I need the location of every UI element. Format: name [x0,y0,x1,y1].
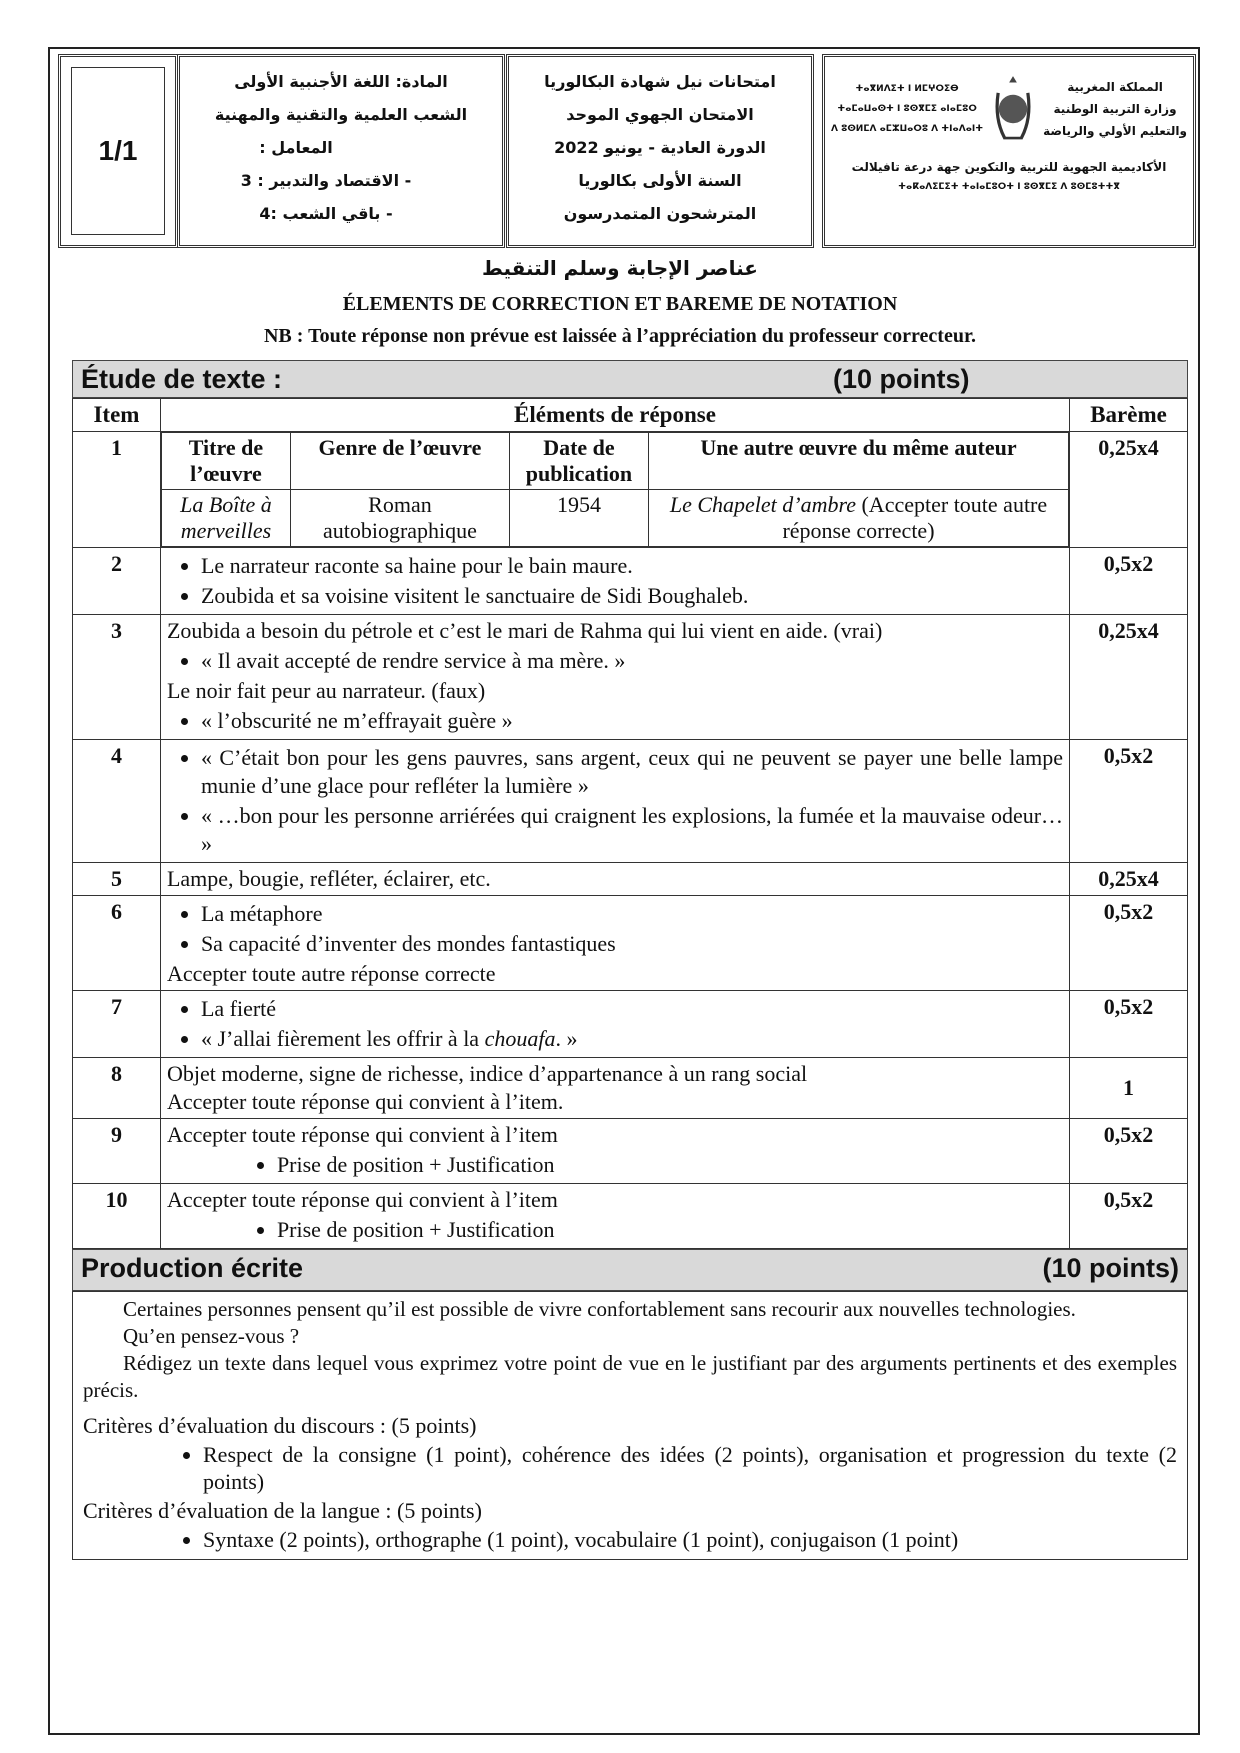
item-number: 10 [73,1184,161,1249]
item-number: 3 [73,615,161,740]
bareme-value: 0,5x2 [1070,548,1188,615]
other-work-value: Le Chapelet d’ambre (Accepter toute autre réponse correcte) [648,490,1068,547]
coat-of-arms-icon [993,69,1033,149]
answer-cell: • La fierté • « J’allai fièrement les offrir à la chouafa. » [160,991,1069,1058]
table-row [73,1184,1188,1249]
answer-cell: Zoubida a besoin du pétrole et c’est le mari de Rahma qui lui vient en aide. (vrai) • « Il avait accepté de rendre service à ma mère. » Le noir fait peur au narrateur. (faux) • « l’obscurité ne m’effrayait guère » [160,615,1069,740]
production-title: Production écrite [81,1253,304,1283]
content-flow [72,360,1188,1560]
table-row [73,896,1188,991]
answer-cell [160,432,1069,548]
item-number: 2 [73,548,161,615]
table-row [73,991,1188,1058]
genre-value: Roman autobiographique [290,490,509,547]
subject-line: المادة: اللغة الأجنبية الأولى [234,72,448,91]
table-row [73,1058,1188,1119]
bareme-value: 1 [1070,1058,1188,1119]
subject-line: الشعب العلمية والتقنية والمهنية [214,105,468,124]
col-genre: Genre de l’œuvre [290,433,509,490]
exam-line: السنة الأولى بكالوريا [578,171,742,190]
col-date: Date de publication [509,433,648,490]
header-bareme: Barème [1070,399,1188,432]
subject-question: Qu’en pensez-vous ? [123,1324,300,1348]
exam-line: الامتحان الجهوي الموحد [566,105,754,124]
ministry-logo-box [822,54,1196,248]
exam-line: المترشحون المتمدرسون [563,204,757,223]
subject-line: - باقي الشعب :4 [259,204,393,223]
langue-criteria-item: • Syntaxe (2 points), orthographe (1 point), vocabulaire (1 point), conjugaison (1 point) [203,1526,1177,1553]
bareme-value: 0,25x4 [1070,432,1188,548]
answer-cell: Accepter toute réponse qui convient à l’item • Prise de position + Justification [160,1119,1069,1184]
answer-table [72,398,1188,1249]
bareme-value: 0,5x2 [1070,740,1188,863]
table-row [73,432,1188,548]
col-other-work: Une autre œuvre du même auteur [648,433,1068,490]
academy-name-tifinagh: ⵜⴰⴽⴰⴷⵉⵎⵉⵜ ⵜⴰⵏⴰⵎⵓⵔⵜ ⵏ ⵓⵙⴳⵎⵉ ⴷ ⵓⵙⵎⵓⵜⵜⴳ [898,182,1120,192]
item-number: 5 [73,863,161,896]
item-number: 9 [73,1119,161,1184]
etude-points: (10 points) [833,364,970,394]
arabic-title: عناصر الإجابة وسلم التنقيط [482,256,758,280]
table-header-row [73,399,1188,432]
subject-text: Certaines personnes pensent qu’il est possible de vivre confortablement sans recourir aux nouvelles technologies. [123,1297,1076,1321]
production-header-bar [72,1249,1188,1291]
answer-cell: Objet moderne, signe de richesse, indice d’appartenance à un rang social Accepter toute réponse qui convient à l’item. [160,1058,1069,1119]
subject-instruction: Rédigez un texte dans lequel vous exprimez votre point de vue en le justifiant par des arguments pertinents et des exemples précis. [83,1351,1177,1402]
date-value: 1954 [509,490,648,547]
item-number: 6 [73,896,161,991]
header-elements: Éléments de réponse [160,399,1069,432]
table-row [73,740,1188,863]
exam-box [506,54,814,248]
bareme-value: 0,25x4 [1070,863,1188,896]
header-item: Item [73,399,161,432]
bareme-value: 0,5x2 [1070,1184,1188,1249]
subject-line: المعامل : [259,138,333,157]
table-row [73,548,1188,615]
exam-line: الدورة العادية - يونيو 2022 [554,138,766,157]
page-number-box [58,54,178,248]
subject-line: - الاقتصاد والتدبير : 3 [240,171,412,190]
bareme-value: 0,5x2 [1070,896,1188,991]
tifinagh-text: ⵜⴰⴳⵍⴷⵉⵜ ⵏ ⵍⵎⵖⵔⵉⴱ ⵜⴰⵎⴰⵡⴰⵙⵜ ⵏ ⵓⵙⴳⵎⵉ ⴰⵏⴰⵎⵓⵔ ⴷ ⵓⵙⵍⵎⴷ ⴰⵎⵣⵡⴰⵔⵓ ⴷ ⵜⵏⴰⴷⴰⵏⵜ [831,84,984,134]
french-title: ÉLEMENTS DE CORRECTION ET BAREME DE NOTATION [342,293,898,315]
table-row [73,863,1188,896]
academy-name: الأكاديمية الجهوية للتربية والتكوين جهة درعة تافيلالت [851,160,1167,174]
answer-cell: • « C’était bon pour les gens pauvres, sans argent, ceux qui ne peuvent se payer une belle lampe munie d’une glace pour refléter la lumière » • « …bon pour les personne arriérées qui craignent les explosions, la fumée et la mauvaise odeur… » [160,740,1069,863]
bareme-value: 0,5x2 [1070,991,1188,1058]
page-number: 1/1 [71,67,165,235]
production-points: (10 points) [1042,1253,1179,1283]
item-number: 7 [73,991,161,1058]
production-section [72,1291,1188,1560]
answer-cell: • Le narrateur raconte sa haine pour le bain maure. • Zoubida et sa voisine visitent le sanctuaire de Sidi Boughaleb. [160,548,1069,615]
title-value: La Boîte à merveilles [161,490,290,547]
etude-title: Étude de texte : [81,364,283,394]
discours-criteria-item: • Respect de la consigne (1 point), cohérence des idées (2 points), organisation et progression du texte (2 points) [203,1441,1177,1495]
ministry-name: المملكة المغربية وزارة التربية الوطنية والتعليم الأولي والرياضة [1043,80,1187,138]
answer-cell: • La métaphore • Sa capacité d’inventer des mondes fantastiques Accepter toute autre réponse correcte [160,896,1069,991]
answer-cell: Accepter toute réponse qui convient à l’item • Prise de position + Justification [160,1184,1069,1249]
bareme-value: 0,25x4 [1070,615,1188,740]
criteria-discours: Critères d’évaluation du discours : (5 points) [83,1413,477,1438]
bareme-value: 0,5x2 [1070,1119,1188,1184]
exam-line: امتحانات نيل شهادة البكالوريا [544,72,776,91]
table-row [73,1119,1188,1184]
nb-note: NB : Toute réponse non prévue est laissée à l’appréciation du professeur correcteur. [263,325,976,347]
item-number: 4 [73,740,161,863]
table-row [73,615,1188,740]
subject-box [177,54,505,248]
criteria-langue: Critères d’évaluation de la langue : (5 points) [83,1498,482,1523]
answer-cell: Lampe, bougie, refléter, éclairer, etc. [160,863,1069,896]
item-number: 8 [73,1058,161,1119]
work-info-table [161,432,1069,547]
etude-header-bar [72,360,1188,398]
item-number: 1 [73,432,161,548]
col-title: Titre de l’œuvre [161,433,290,490]
